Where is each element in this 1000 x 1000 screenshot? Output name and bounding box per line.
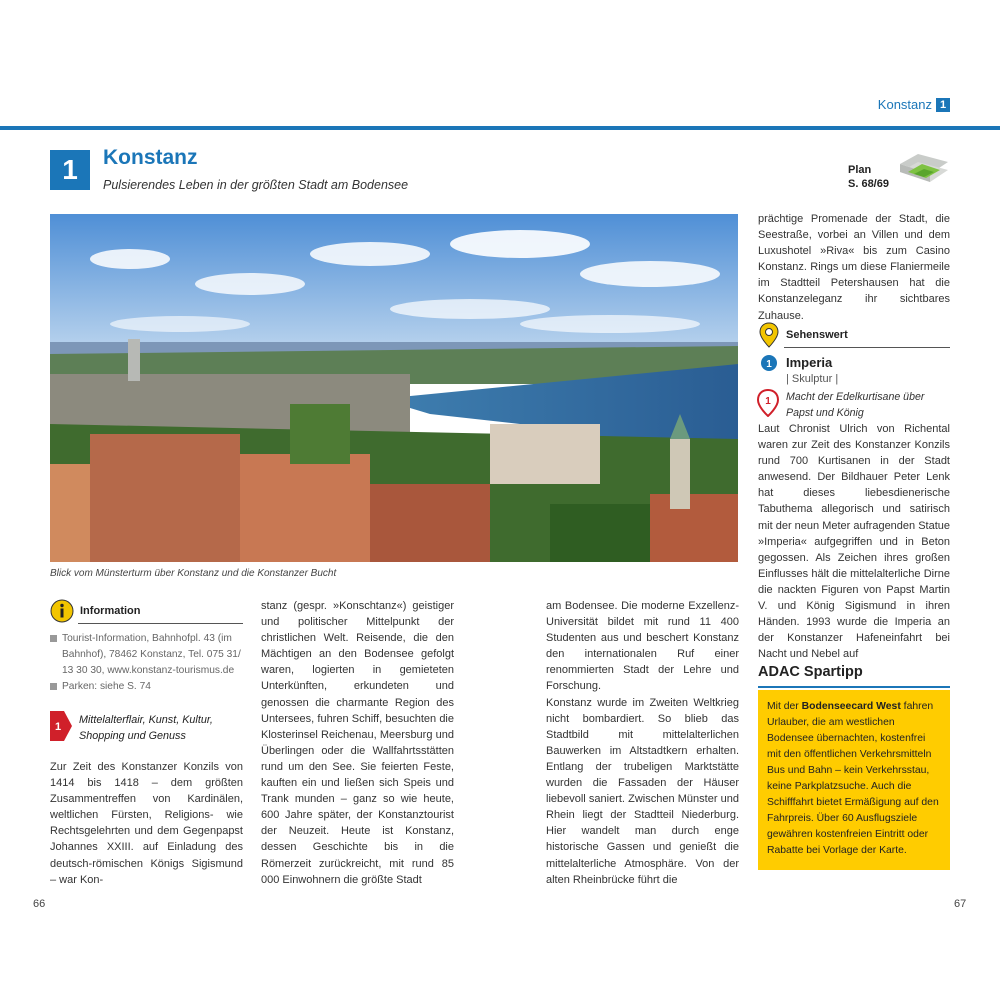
plan-label: Plan (848, 164, 872, 176)
location-pin-icon (758, 322, 780, 348)
poi-number: 1 (766, 359, 772, 370)
body-paragraph: Laut Chronist Ulrich von Richental waren zur Zeit des Konstanzer Konzils rund 700 Kurtisanen in der Stadt anwesend. Der Bildhauer Peter Lenk hat dieses liebesdienerische Tabuthema allegorisch und satirisch mit der neun Meter aufragenden Statue »Imperia« aufgegriffen und in Beton gegossen. Als Zeichen ihres großen Einflusses hält die mittelalterliche Dirne die nackten Figuren von Papst Martin V. und König Sigismund in ihren Händen. 1993 wurde die Imperia an der Konstanzer Hafeneinfahrt bei Nacht und Nebel auf (758, 423, 951, 661)
poi-number-badge[interactable] (761, 355, 777, 371)
chapter-number: 1 (50, 150, 90, 190)
poi-type: | Skulptur | (786, 373, 839, 385)
tour-flag-number: 1 (54, 721, 62, 733)
plan-pages: S. 68/69 (848, 178, 889, 190)
spartipp-title: ADAC Spartipp (758, 664, 863, 680)
map-icon (896, 150, 952, 188)
spartipp-box: Mit der Bodenseecard West fahren Urlauber, die am westlichen Bodensee übernachten, kostenfrei mit den öffentlichen Verkehrsmitteln Bus und Bahn – kein Verkehrsstau, keine Parkplatzsuche. Auch die Schifffahrt bietet Ermäßigung auf den Fahrpreis. Über 60 Ausflugsziele gewähren kostenfreien Eintritt oder Rabatte bei Vorlage der Karte. (758, 690, 950, 870)
sehenswert-header (758, 322, 848, 348)
body-paragraph: am Bodensee. Die moderne Exzellenz-Universität bildet mit rund 11 400 Studenten aus und beschert Konstanz den internationalen Ruf einer renommierten Stadt der Lehre und Forschung. (546, 600, 739, 693)
information-list (50, 631, 245, 695)
body-paragraph: Zur Zeit des Konstanzer Konzils von 1414 bis 1418 – dem größten Zusammentreffen von Kardinälen, weltlichen Fürsten, Religions- wie Rechtsgelehrten und dem Gegenpapst Johannes XXIII. auf Einladung des deutsch-römischen Königs Sigismund – war Kon- (50, 761, 243, 886)
poi-flag-number: 1 (765, 396, 771, 407)
info-icon (50, 599, 74, 623)
text-column-4 (758, 211, 950, 324)
bullet-icon (50, 683, 57, 690)
information-rule (78, 623, 243, 624)
poi-title: Imperia (786, 355, 833, 370)
running-head-title: Konstanz (877, 97, 932, 112)
tour-flag-text: Mittelalterflair, Kunst, Kultur, Shopping und Genuss (79, 714, 213, 742)
sehenswert-rule (784, 347, 950, 348)
body-paragraph: prächtige Promenade der Stadt, die Seestraße, vorbei an Villen und dem Luxushotel »Riva« bis zum Casino Konstanz. Rings um diese Flaniermeile im Stadtteil Petershausen hat die Konstanzeleganz ihr sichtbares Zuhause. (758, 213, 950, 322)
poi-flag-text: Macht der Edelkurtisane über Papst und König (786, 391, 925, 419)
information-item: Parken: siehe S. 74 (50, 679, 245, 695)
running-head-number: 1 (936, 98, 950, 112)
running-head (878, 97, 950, 112)
chapter-subtitle: Pulsierendes Leben in der größten Stadt am Bodensee (103, 178, 409, 192)
information-heading: Information (80, 605, 141, 617)
tour-flag-icon (50, 711, 72, 741)
information-header (50, 599, 141, 623)
sehenswert-text (758, 421, 950, 662)
body-paragraph: stanz (gespr. »Konschtanz«) geistiger und politischer Mittelpunkt der christlichen Welt. Reisende, die den Mächtigen an den Bodensee gefolgt waren, logierten in gemieteten Unterkünften, erkundeten und genossen die charmante Region des Untersees, fuhren Schiff, besuchten die Klosterinsel Reichenau, Meersburg und Überlingen oder die Wallfahrtsstätten rund um den See. Sie feierten Feste, kauften ein und ließen sich Speis und Trank munden – ganz so wie heute, 600 Jahre später, der Konstanztourist der Neuzeit. Heute ist Konstanz, dessen Geschichte bis in die Römerzeit zurückreicht, mit rund 85 000 Einwohnern die größte Stadt (261, 600, 454, 886)
photo-caption: Blick vom Münsterturm über Konstanz und die Konstanzer Bucht (50, 568, 337, 579)
spartipp-highlight: Bodenseecard West (801, 701, 901, 712)
plan-reference[interactable] (848, 163, 889, 191)
page-number-left: 66 (33, 898, 46, 910)
header-rule (0, 126, 1000, 130)
sehenswert-heading: Sehenswert (786, 329, 848, 341)
text-column-2 (261, 598, 454, 888)
text-column-3 (546, 598, 739, 888)
bullet-icon (50, 635, 57, 642)
chapter-title: Konstanz (103, 146, 198, 169)
text-column-1 (50, 759, 243, 888)
information-item: Tourist-Information, Bahnhofpl. 43 (im Bahnhof), 78462 Konstanz, Tel. 075 31/ 13 30 30, www.konstanz-tourismus.de (50, 631, 245, 679)
body-paragraph: Konstanz wurde im Zweiten Weltkrieg nicht bombardiert. So blieb das Stadtbild mit mittelalterlichen Bauwerken im Altstadtkern erhalten. Entlang der trubeligen Marktstätte wurden die Fassaden der Häuser liebevoll saniert. Zwischen Münster und Rhein liegt der Stadtteil Niederburg. Hier wandelt man durch enge historische Gassen und genießt die mittelalterliche Atmosphäre. Von der alten Rheinbrücke führt die (546, 696, 739, 886)
poi-flag-icon (756, 389, 780, 417)
city-panorama-photo (50, 214, 738, 562)
page-number-right: 67 (954, 898, 967, 910)
spartipp-rule (758, 686, 950, 688)
